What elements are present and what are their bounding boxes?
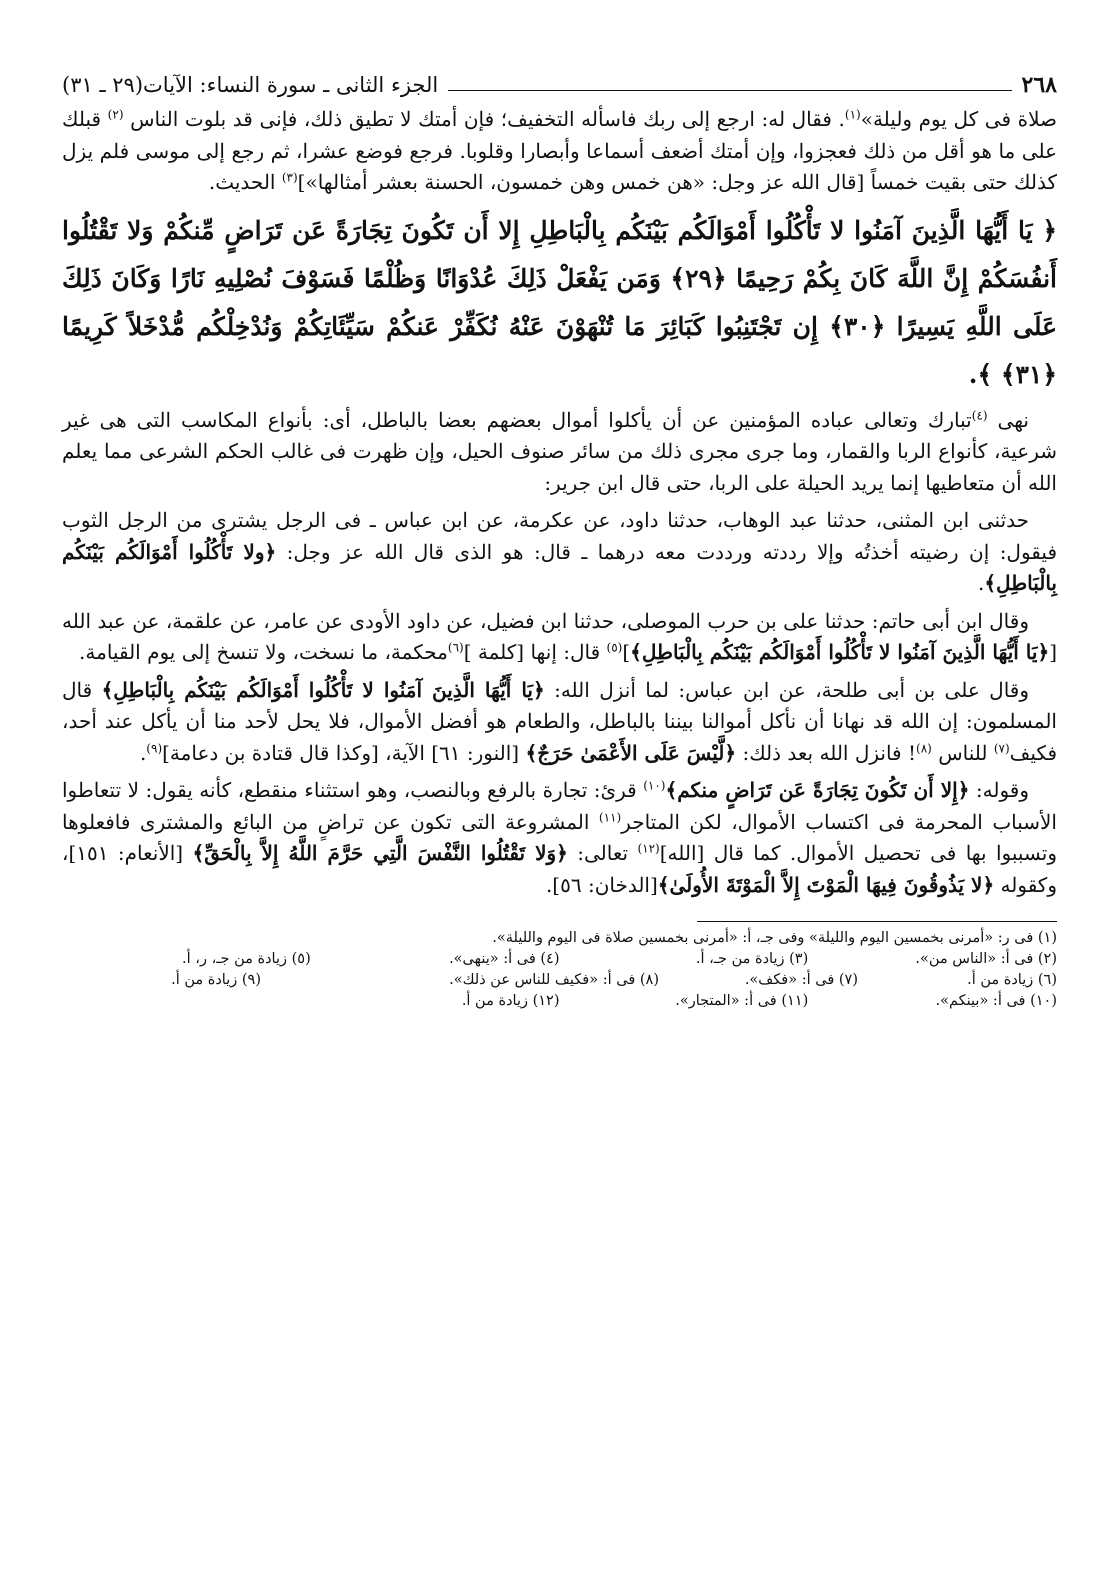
p4-text-3: للناس bbox=[938, 740, 994, 765]
p3-text-4: محكمة، ما نسخت، ولا تنسخ إلى يوم القيامة. bbox=[79, 640, 448, 664]
quran-verse-block: ﴿ يَا أَيُّهَا الَّذِينَ آمَنُوا لا تَأْكُلُوا أَمْوَالَكُم بَيْنَكُم بِالْبَاطِلِ إِلا أَن تَكُونَ تِجَارَةً عَن تَرَاضٍ مِّنكُمْ وَلا تَقْتُلُوا أَنفُسَكُمْ إِنَّ اللَّهَ كَانَ بِكُمْ رَحِيمًا ﴿٢٩﴾ وَمَن يَفْعَلْ ذَلِكَ عُدْوَانًا وَظُلْمًا فَسَوْفَ نُصْلِيهِ نَارًا وَكَانَ ذَلِكَ عَلَى اللَّهِ يَسِيرًا ﴿٣٠﴾ إِن تَجْتَنِبُوا كَبَائِرَ مَا تُنْهَوْنَ عَنْهُ نُكَفِّرْ عَنكُمْ سَيِّئَاتِكُمْ وَنُدْخِلْكُم مُّدْخَلاً كَرِيمًا ﴿٣١﴾ ﴾. bbox=[62, 215, 1058, 389]
footnote-ref-4: (٤) bbox=[971, 407, 988, 422]
footnote-1: (١) فى ر: «أمرنى بخمسين اليوم والليلة» وفى جـ، أ: «أمرنى بخمسين صلاة فى اليوم والليلة». bbox=[492, 930, 1057, 946]
footnote-ref-6: (٦) bbox=[447, 640, 464, 655]
footnote-9: (٩) زيادة من أ. bbox=[171, 972, 261, 988]
p4-text-6: . bbox=[139, 740, 147, 765]
footnote-ref-7: (٧) bbox=[993, 740, 1010, 755]
intro-text-3: قبلك على ما هو أقل من ذلك فعجزوا، وإن أمتك أضعف أسماعا وأبصارا وقلوبا. فرجع فوضع عشرا، ثم رجع إلى موسى فلم يزل كذلك حتى بقيت خمساً [قال الله عز وجل: «هن خمس وهن خمسون، الحسنة بعشر أمثالها»] bbox=[62, 107, 1057, 194]
page-number: ٢٦٨ bbox=[1021, 72, 1057, 98]
p2-text-2: . bbox=[977, 571, 985, 595]
footnote-2: (٢) فى أ: «الناس من». bbox=[915, 951, 1057, 967]
footnote-ref-1: (١) bbox=[844, 107, 861, 122]
p1-text-2: تبارك وتعالى عباده المؤمنين عن أن يأكلوا أموال بعضهم بعضا بالباطل، أى: بأنواع المكاسب التى هى غير شرعية، كأنواع الربا والقمار، وما جرى مجرى ذلك من سائر صنوف الحيل، وإن ظهرت فى غالب الحكم الشرعى مما يعلم الله أن متعاطيها إنما يريد الحيلة على الربا، حتى قال ابن جرير: bbox=[62, 407, 1057, 495]
commentary-paragraph-5 bbox=[62, 775, 1057, 901]
p5-text-5: [الأنعام: ١٥١]، وكقوله bbox=[62, 841, 1057, 897]
footnote-5: (٥) زيادة من جـ، ر، أ. bbox=[182, 951, 311, 967]
p5-text-6: [الدخان: ٥٦]. bbox=[545, 872, 658, 897]
intro-paragraph bbox=[62, 104, 1057, 199]
header-rule bbox=[448, 90, 1011, 91]
footnote-ref-5: (٥) bbox=[606, 640, 623, 655]
footnote-ref-10: (١٠) bbox=[643, 778, 666, 793]
footnote-10: (١٠) فى أ: «بينكم». bbox=[935, 993, 1057, 1009]
footnote-ref-2: (٢) bbox=[107, 107, 124, 122]
footnote-ref-8: (٨) bbox=[916, 740, 932, 755]
footnote-8: (٨) فى أ: «فكيف للناس عن ذلك». bbox=[449, 972, 659, 988]
footnote-ref-11: (١١) bbox=[598, 809, 622, 824]
footnotes bbox=[62, 928, 1057, 1012]
commentary-paragraph-4 bbox=[62, 675, 1057, 770]
p2-quran-quote: ﴿ولا تَأْكُلُوا أَمْوَالَكُم بَيْنَكُم بِالْبَاطِلِ﴾ bbox=[62, 539, 1057, 595]
footnote-row-4 bbox=[62, 991, 1057, 1012]
p4-text-5: [النور: ٦١] الآية، [وكذا قال قتادة بن دعامة] bbox=[162, 740, 526, 765]
footnote-12: (١٢) زيادة من أ. bbox=[461, 993, 560, 1009]
footnote-3: (٣) زيادة من جـ، أ. bbox=[695, 951, 809, 967]
p4-text-2: قال المسلمون: إن الله قد نهانا أن نأكل أموالنا بيننا بالباطل، والطعام هو أفضل الأموال، فلا يحل لأحد منا أن يأكل عند أحد، فكيف bbox=[62, 677, 1057, 765]
p4-text-1: وقال على بن أبى طلحة، عن ابن عباس: لما أنزل الله: bbox=[544, 677, 1030, 702]
p5-quran-quote-1: ﴿إِلا أَن تَكُونَ تِجَارَةً عَن تَرَاضٍ منكم﴾ bbox=[665, 778, 970, 802]
footnote-row-2 bbox=[62, 949, 1057, 970]
footnote-ref-9: (٩) bbox=[146, 740, 163, 755]
intro-text-2: . فقال له: ارجع إلى ربك فاسأله التخفيف؛ فإن أمتك لا تطيق ذلك، فإنى قد بلوت الناس bbox=[130, 107, 845, 131]
p5-text-4: تعالى: bbox=[567, 841, 638, 865]
footnote-spacer bbox=[62, 991, 311, 1012]
commentary-paragraph-3 bbox=[62, 606, 1057, 669]
running-title: الجزء الثانى ـ سورة النساء: الآيات(٢٩ ـ ٣١) bbox=[62, 73, 439, 97]
intro-text-4: الحديث. bbox=[208, 170, 282, 194]
p2-text-1: حدثنى ابن المثنى، حدثنا عبد الوهاب، حدثنا داود، عن عكرمة، عن ابن عباس ـ فى الرجل يشترى من الرجل الثوب فيقول: إن رضيته أخذتُه وإلا رددته ورددت معه درهما ـ قال: هو الذى قال الله عز وجل: bbox=[62, 508, 1058, 564]
page-header bbox=[62, 70, 1057, 104]
footnote-ref-12: (١٢) bbox=[637, 841, 660, 856]
p3-quran-quote: ﴿يَا أَيُّهَا الَّذِينَ آمَنُوا لا تَأْكُلُوا أَمْوَالَكُم بَيْنَكُم بِالْبَاطِلِ﴾ bbox=[630, 640, 1050, 664]
p1-text-1: نهى bbox=[997, 407, 1030, 432]
p5-quran-quote-2: ﴿وَلا تَقْتُلُوا النَّفْسَ الَّتِي حَرَّمَ اللَّهُ إِلاَّ بِالْحَقِّ﴾ bbox=[192, 841, 568, 865]
p5-quran-quote-3: ﴿لا يَذُوقُونَ فِيهَا الْمَوْتَ إِلاَّ الْمَوْتَةَ الأُولَىٰ﴾ bbox=[657, 872, 995, 897]
p3-text-3: قال: إنها [كلمة ] bbox=[463, 640, 607, 664]
p4-text-4: ! فانزل الله بعد ذلك: bbox=[736, 740, 917, 765]
p3-text-1: وقال ابن أبى حاتم: حدثنا على بن حرب الموصلى، حدثنا ابن فضيل، عن داود الأودى عن عامر، عن علقمة، عن عبد الله [ bbox=[62, 608, 1057, 664]
footnote-separator bbox=[697, 921, 1057, 922]
footnote-7: (٧) فى أ: «فكف». bbox=[744, 972, 858, 988]
footnote-11: (١١) فى أ: «المتجار». bbox=[675, 993, 809, 1009]
p3-text-2: ] bbox=[622, 640, 631, 664]
commentary-paragraph-1 bbox=[62, 405, 1057, 500]
footnote-ref-3: (٣) bbox=[281, 170, 298, 185]
commentary-paragraph-2 bbox=[62, 505, 1057, 600]
p4-quran-quote-1: ﴿يَا أَيُّهَا الَّذِينَ آمَنُوا لا تَأْكُلُوا أَمْوَالَكُم بَيْنَكُم بِالْبَاطِلِ﴾ bbox=[101, 677, 545, 702]
p5-text-1: وقوله: bbox=[969, 778, 1030, 802]
footnote-4: (٤) فى أ: «ينهى». bbox=[449, 951, 560, 967]
p5-text-2: قرئ: تجارة بالرفع وبالنصب، وهو استثناء منقطع، كأنه يقول: لا تتعاطوا الأسباب المحرمة فى اكتساب الأموال، لكن المتاجر bbox=[62, 778, 1057, 834]
intro-text-1: صلاة فى كل يوم وليلة» bbox=[860, 107, 1057, 131]
p5-text-3: المشروعة التى تكون عن تراضٍ من البائع والمشترى فافعلوها وتسببوا بها فى تحصيل الأموال. كما قال [الله] bbox=[62, 809, 1057, 865]
footnote-row-3 bbox=[62, 970, 1057, 991]
footnote-6: (٦) زيادة من أ. bbox=[967, 972, 1057, 988]
p4-quran-quote-2: ﴿لَّيْسَ عَلَى الأَعْمَىٰ حَرَجٌ﴾ bbox=[525, 740, 737, 765]
